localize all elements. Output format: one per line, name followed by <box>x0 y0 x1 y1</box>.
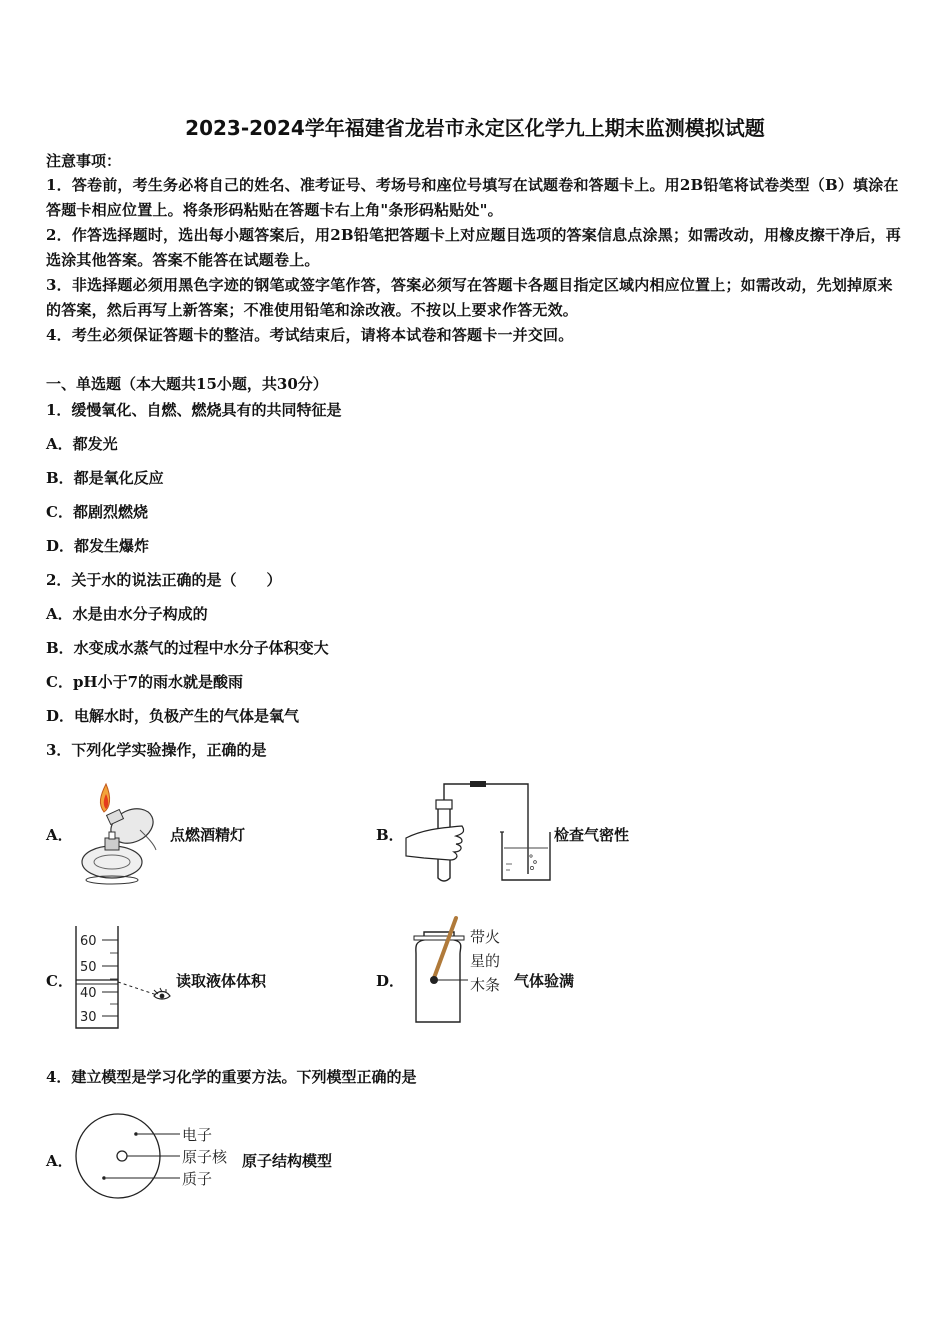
atom-structure-model-illustration <box>76 1112 256 1202</box>
q4-stem: 4．建立模型是学习化学的重要方法。下列模型正确的是 <box>46 1068 417 1086</box>
cylinder-tick-30: 30 <box>80 1010 97 1025</box>
notice-item-4: 4．考生必须保证答题卡的整洁。考试结束后，请将本试卷和答题卡一并交回。 <box>46 326 574 344</box>
cylinder-tick-40: 40 <box>80 986 97 1001</box>
q3-option-d-label: D． <box>376 972 405 990</box>
q1-stem: 1．缓慢氧化、自燃、燃烧具有的共同特征是 <box>46 401 342 419</box>
notice-item-2: 2．作答选择题时，选出每小题答案后，用2B铅笔把答题卡上对应题目选项的答案信息点涂黑；如需改动，用橡皮擦干净后，再选涂其他答案。答案不能答在试题卷上。 <box>46 226 901 269</box>
airtightness-check-illustration <box>404 776 554 886</box>
q2-option-a: A．水是由水分子构成的 <box>46 605 208 623</box>
q3-option-d-caption: 气体验满 <box>514 972 575 990</box>
atom-part-nucleus: 原子核 <box>182 1148 228 1166</box>
splint-label-line1: 带火 <box>470 928 501 946</box>
cylinder-tick-50: 50 <box>80 960 97 975</box>
q1-option-b: B．都是氧化反应 <box>46 469 164 487</box>
splint-label-line2: 星的 <box>470 952 501 970</box>
cylinder-tick-60: 60 <box>80 934 97 949</box>
notice-item-3: 3．非选择题必须用黑色字迹的钢笔或签字笔作答，答案必须写在答题卡各题目指定区域内相应位置上；如需改动，先划掉原来的答案，然后再写上新答案；不准使用铅笔和涂改液。不按以上要求作答无效。 <box>46 276 893 319</box>
q3-option-c-caption: 读取液体体积 <box>176 972 267 990</box>
q2-option-c: C．pH小于7的雨水就是酸雨 <box>46 673 244 691</box>
q1-option-c: C．都剧烈燃烧 <box>46 503 148 521</box>
q4-option-a-caption: 原子结构模型 <box>242 1152 333 1170</box>
q3-option-a-caption: 点燃酒精灯 <box>170 826 246 844</box>
q4-option-a-label: A． <box>46 1152 73 1170</box>
splint-label-line3: 木条 <box>470 976 501 994</box>
notice-item-1: 1．答卷前，考生务必将自己的姓名、准考证号、考场号和座位号填写在试题卷和答题卡上。用2B铅笔将试卷类型（B）填涂在答题卡相应位置上。将条形码粘贴在答题卡右上角"条形码粘贴处"。 <box>46 176 899 219</box>
atom-part-electron: 电子 <box>182 1126 213 1144</box>
q2-option-b: B．水变成水蒸气的过程中水分子体积变大 <box>46 639 329 657</box>
page-title: 2023-2024学年福建省龙岩市永定区化学九上期末监测模拟试题 <box>185 116 765 140</box>
q2-option-d: D．电解水时，负极产生的气体是氧气 <box>46 707 300 725</box>
gas-collection-check-illustration <box>410 914 514 1026</box>
section-heading: 一、单选题（本大题共15小题，共30分） <box>46 375 328 393</box>
q1-option-d: D．都发生爆炸 <box>46 537 150 555</box>
q3-stem: 3．下列化学实验操作，正确的是 <box>46 741 267 759</box>
q3-option-c-label: C． <box>46 972 73 990</box>
atom-part-proton: 质子 <box>182 1170 213 1188</box>
q2-stem: 2．关于水的说法正确的是（ ） <box>46 571 282 589</box>
q1-option-a: A．都发光 <box>46 435 118 453</box>
notice-heading: 注意事项： <box>46 152 122 170</box>
graduated-cylinder-illustration <box>74 924 178 1034</box>
q3-option-a-label: A． <box>46 826 73 844</box>
alcohol-lamp-illustration <box>70 778 170 888</box>
q3-option-b-caption: 检查气密性 <box>554 826 630 844</box>
q3-option-b-label: B． <box>376 826 404 844</box>
